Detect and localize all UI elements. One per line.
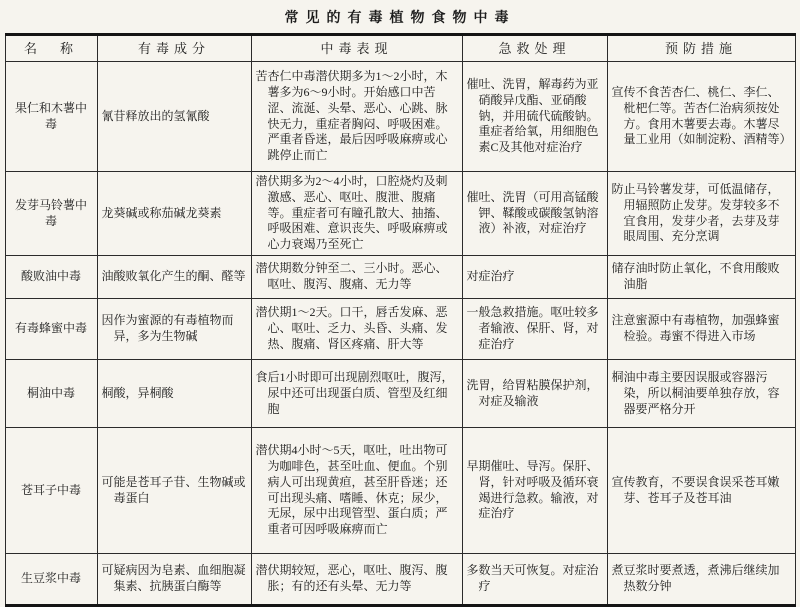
cell-toxin: 氰苷释放出的氢氰酸: [97, 62, 251, 172]
cell-symptoms: 潜伏期数分钟至二、三小时。恶心、呕吐、腹泻、腹痛、无力等: [251, 256, 462, 299]
poison-plant-table: [5, 33, 796, 607]
cell-prevention: 防止马铃薯发芽，可低温储存，用辐照防止发芽。发芽较多不宜食用，发芽少者，去芽及芽眼周围、充分烹调: [607, 172, 795, 256]
cell-treatment: 催吐、洗胃（可用高锰酸钾、鞣酸或碳酸氢钠溶液）补液，对症治疗: [462, 172, 607, 256]
col-header-toxin: 有毒成分: [97, 35, 251, 62]
col-header-symptoms: 中毒表现: [251, 35, 462, 62]
cell-prevention: 煮豆浆时要煮透，煮沸后继续加热数分钟: [607, 554, 795, 606]
cell-name: 酸败油中毒: [5, 256, 97, 299]
table-row: [5, 554, 795, 606]
cell-treatment: 一般急救措施。呕吐较多者输液、保肝、肾，对症治疗: [462, 299, 607, 360]
cell-prevention: 宣传教育，不要误食误采苍耳嫩芽、苍耳子及苍耳油: [607, 428, 795, 554]
header-row: [5, 35, 795, 62]
cell-symptoms: 食后1小时即可出现剧烈呕吐，腹泻，尿中还可出现蛋白质、管型及红细胞: [251, 360, 462, 428]
table-row: [5, 428, 795, 554]
cell-symptoms: 潜伏期4小时～5天，呕吐，吐出物可为咖啡色，甚至吐血、便血。个别病人可出现黄疸，甚至肝昏迷；还可出现头痛、嗜睡、休克；尿少，无尿，尿中出现管型、蛋白质；严重者可因呼吸麻痹而亡: [251, 428, 462, 554]
cell-toxin: 龙葵碱或称茄碱龙葵素: [97, 172, 251, 256]
cell-prevention: 注意蜜源中有毒植物，加强蜂蜜检验。毒蜜不得进入市场: [607, 299, 795, 360]
cell-name: 生豆浆中毒: [5, 554, 97, 606]
cell-treatment: 多数当天可恢复。对症治疗: [462, 554, 607, 606]
cell-symptoms: 潜伏期较短，恶心，呕吐、腹泻、腹胀；有的还有头晕、无力等: [251, 554, 462, 606]
cell-symptoms: 潜伏期多为2～4小时，口腔烧灼及刺激感、恶心、呕吐、腹泄、腹痛等。重症者可有瞳孔散大、抽搐、呼吸困难、意识丧失、呼吸麻痹或心力衰竭乃至死亡: [251, 172, 462, 256]
cell-toxin: 油酸败氧化产生的酮、醛等: [97, 256, 251, 299]
cell-treatment: 早期催吐、导泻。保肝、肾，针对呼吸及循环衰竭进行急救。输液，对症治疗: [462, 428, 607, 554]
cell-toxin: 因作为蜜源的有毒植物而异，多为生物碱: [97, 299, 251, 360]
cell-name: 发芽马铃薯中毒: [5, 172, 97, 256]
cell-name: 有毒蜂蜜中毒: [5, 299, 97, 360]
cell-treatment: 催吐、洗胃，解毒药为亚硝酸异戊酯、亚硝酸钠，并用硫代硫酸钠。重症者给氧，用细胞色素C及其他对症治疗: [462, 62, 607, 172]
cell-toxin: 可能是苍耳子苷、生物碱或毒蛋白: [97, 428, 251, 554]
cell-prevention: 宣传不食苦杏仁、桃仁、李仁、枇杷仁等。苦杏仁治病须按处方。食用木薯要去毒。木薯尽量工业用（如制淀粉、酒精等）: [607, 62, 795, 172]
col-header-name: 名 称: [5, 35, 97, 62]
cell-name: 桐油中毒: [5, 360, 97, 428]
cell-prevention: 储存油时防止氧化，不食用酸败油脂: [607, 256, 795, 299]
cell-toxin: 可疑病因为皂素、血细胞凝集素、抗胰蛋白酶等: [97, 554, 251, 606]
cell-symptoms: 潜伏期1～2天。口干，唇舌发麻、恶心、呕吐、乏力、头昏、头痛、发热、腹痛、肾区疼痛、肝大等: [251, 299, 462, 360]
table-row: [5, 256, 795, 299]
cell-symptoms: 苦杏仁中毒潜伏期多为1～2小时，木薯多为6～9小时。开始感口中苦涩、流涎、头晕、恶心、心跳、脉快无力，重症者胸闷、呼吸困难。严重者昏迷，最后因呼吸麻痹或心跳停止而亡: [251, 62, 462, 172]
page-title: 常见的有毒植物食物中毒: [284, 11, 516, 26]
cell-treatment: 对症治疗: [462, 256, 607, 299]
table-row: [5, 299, 795, 360]
cell-toxin: 桐酸，异桐酸: [97, 360, 251, 428]
table-row: [5, 62, 795, 172]
table-row: [5, 172, 795, 256]
table-row: [5, 360, 795, 428]
cell-name: 果仁和木薯中毒: [5, 62, 97, 172]
cell-prevention: 桐油中毒主要因误服或容器污染，所以桐油要单独存放，容器要严格分开: [607, 360, 795, 428]
cell-treatment: 洗胃，给胃粘膜保护剂，对症及输液: [462, 360, 607, 428]
cell-name: 苍耳子中毒: [5, 428, 97, 554]
col-header-prevention: 预防措施: [607, 35, 795, 62]
col-header-treatment: 急救处理: [462, 35, 607, 62]
